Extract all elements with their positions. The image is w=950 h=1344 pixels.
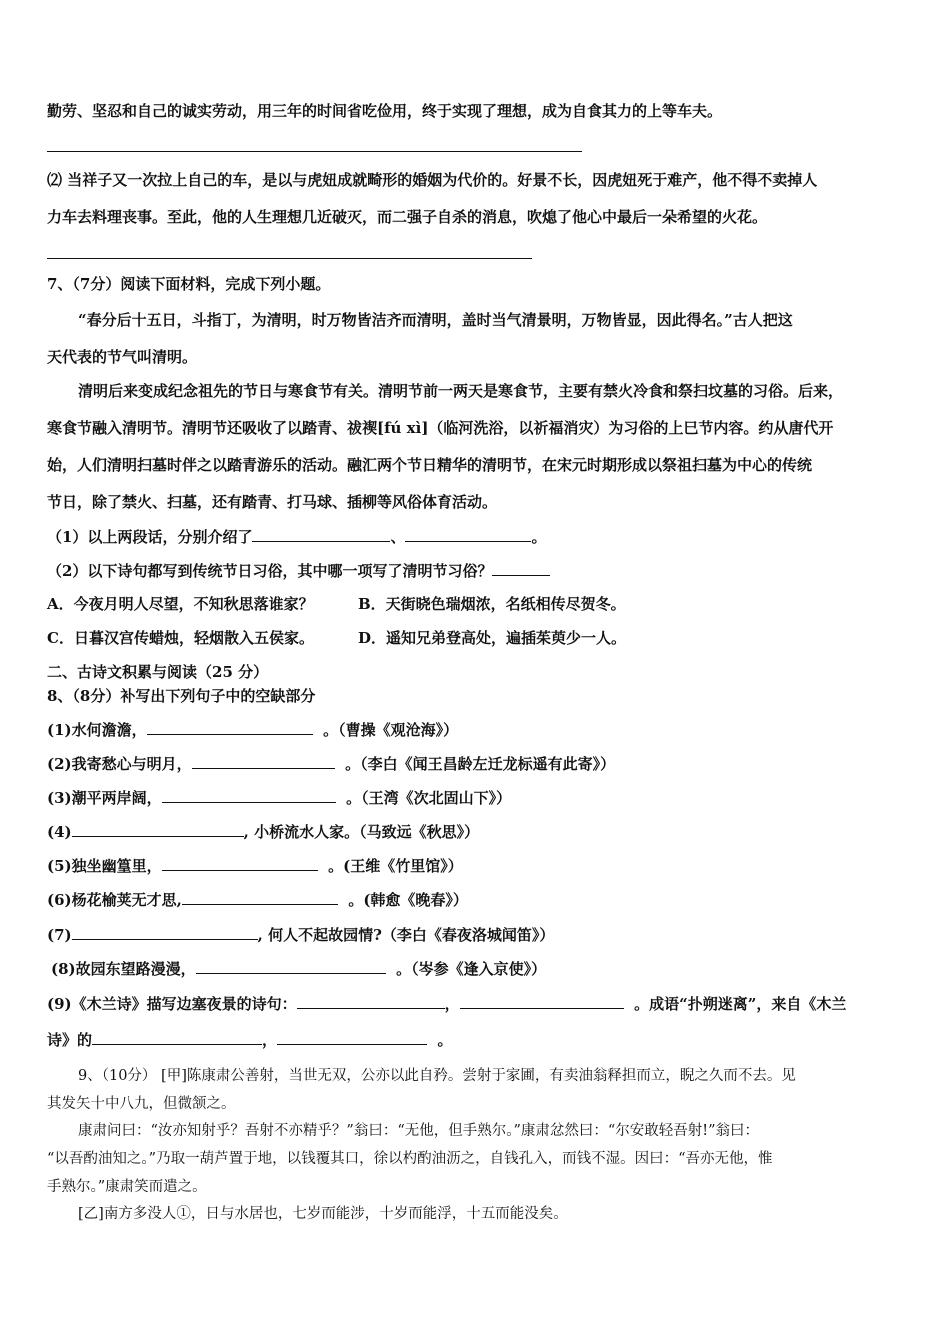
q8-item-3-prefix: (3)潮平两岸阔，	[47, 789, 162, 807]
answer-blank[interactable]	[252, 527, 390, 542]
q7-option-a[interactable]: A．今夜月明人尽望，不知秋思落谁家？	[47, 595, 314, 613]
answer-blank[interactable]	[162, 788, 336, 803]
q7-subquestion-1	[47, 527, 546, 547]
q7-s1-sep: 、	[390, 528, 406, 546]
answer-blank[interactable]	[147, 720, 313, 735]
q8-item-9-line-2	[47, 1030, 453, 1050]
q8-item-7	[47, 925, 554, 945]
q7-subquestion-2	[47, 561, 550, 581]
q7-option-c[interactable]: C．日暮汉宫传蜡烛，轻烟散入五侯家。	[47, 629, 314, 647]
q9-line-4: “以吾酌油知之。”乃取一葫芦置于地，以钱覆其口，徐以杓酌油沥之，自钱孔入，而钱不湿。因曰：“吾亦无他，惟	[47, 1151, 773, 1167]
q8-header: 8、（8分）补写出下列句子中的空缺部分	[47, 687, 316, 705]
q8-item-8-source: 。（岑参《逢入京使》）	[396, 960, 547, 978]
q8-item-6-prefix: (6)杨花榆荚无才思,	[47, 891, 182, 909]
answer-blank[interactable]	[460, 994, 624, 1009]
q8-item-9-prefix: (9)《木兰诗》描写边塞夜景的诗句：	[47, 995, 297, 1013]
q8-item-4-prefix: (4)	[47, 823, 72, 841]
answer-blank[interactable]	[72, 822, 244, 837]
q8-item-2-prefix: (2)我寄愁心与明月，	[47, 755, 192, 773]
q8-item-7-source: , 何人不起故园情?（李白《春夜洛城闻笛》）	[257, 926, 555, 944]
q8-item-1-source: 。（曹操《观沧海》）	[323, 721, 459, 739]
q7-p1-line-2: 天代表的节气叫清明。	[47, 348, 198, 366]
q8-item-8	[51, 959, 546, 979]
answer-blank[interactable]	[192, 754, 335, 769]
q8-item-9-line-2-prefix: 诗》的	[47, 1031, 93, 1049]
q8-item-9-sep: ，	[444, 995, 460, 1013]
q8-item-5-source: 。(王维《竹里馆》）	[328, 857, 463, 875]
q7-p2-line-1: 清明后来变成纪念祖先的节日与寒食节有关。清明节前一两天是寒食节，主要有禁火冷食和祭扫坟墓的习俗。后来，	[78, 382, 844, 400]
q9-line-6: [乙]南方多没人①，日与水居也，七岁而能涉，十岁而能浮，十五而能没矣。	[78, 1206, 568, 1222]
q7-s2-text: （2）以下诗句都写到传统节日习俗，其中哪一项写了清明节习俗？	[47, 562, 493, 580]
q7-p2-line-2: 寒食节融入清明节。清明节还吸收了以踏青、祓禊[fú xì]（临河洗浴，以祈福消灾）为习俗的上巳节内容。约从唐代开	[47, 419, 834, 437]
q8-item-2	[47, 754, 615, 774]
q7-header: 7、（7分）阅读下面材料，完成下列小题。	[47, 275, 331, 293]
section-title: 二、古诗文积累与阅读（25 分）	[47, 663, 269, 681]
q8-item-3	[47, 788, 511, 808]
q9-line-2: 其发矢十中八九，但微颔之。	[47, 1096, 236, 1112]
q8-item-9-line-2-end: 。	[437, 1031, 453, 1049]
q8-item-5	[47, 856, 463, 876]
q9-line-3: 康肃问曰：“汝亦知射乎？吾射不亦精乎？”翁曰：“无他，但手熟尔。”康肃忿然曰：“尔安敢轻吾射!”翁曰：	[78, 1123, 760, 1139]
q9-line-1: 9、（10分） [甲]陈康肃公善射，当世无双，公亦以此自矜。尝射于家圃，有卖油翁释担而立，睨之久而不去。见	[78, 1068, 796, 1084]
q7-p1-line-1: “春分后十五日，斗指丁，为清明，时万物皆洁齐而清明，盖时当气清景明，万物皆显，因此得名。”古人把这	[78, 311, 793, 329]
q7-p2-line-3: 始，人们清明扫墓时伴之以踏青游乐的活动。融汇两个节日精华的清明节，在宋元时期形成以祭祖扫墓为中心的传统	[47, 456, 813, 474]
q8-item-6-source: 。(韩愈《晚春》）	[348, 891, 468, 909]
q6-item2-line-1: ⑵ 当祥子又一次拉上自己的车，是以与虎妞成就畸形的婚姻为代价的。好景不长，因虎妞死于难产，他不得不卖掉人	[47, 171, 818, 189]
q8-item-2-source: 。（李白《闻王昌龄左迁龙标遥有此寄》）	[345, 755, 616, 773]
answer-blank[interactable]	[196, 959, 386, 974]
q8-item-9-line-2-sep: ，	[262, 1031, 278, 1049]
q8-item-4-source: , 小桥流水人家。（马致远《秋思》）	[243, 823, 480, 841]
answer-blank[interactable]	[297, 994, 445, 1009]
q8-item-1-prefix: (1)水何澹澹，	[47, 721, 147, 739]
answer-blank[interactable]	[492, 561, 550, 576]
q7-s1-prefix: （1）以上两段话，分别介绍了	[47, 528, 253, 546]
q7-option-d[interactable]: D．遥知兄弟登高处，遍插茱萸少一人。	[358, 629, 627, 647]
answer-blank[interactable]	[277, 1030, 427, 1045]
q6-item2-line-2: 力车去料理丧事。至此，他的人生理想几近破灭，而二强子自杀的消息，吹熄了他心中最后一朵希望的火花。	[47, 208, 768, 226]
q8-item-4	[47, 822, 479, 842]
answer-blank[interactable]	[72, 925, 258, 940]
q9-line-5: 手熟尔。”康肃笑而遣之。	[47, 1179, 207, 1195]
q7-option-b[interactable]: B．天街晓色瑞烟浓，名纸相传尽贺冬。	[358, 595, 626, 613]
q8-item-7-prefix: (7)	[47, 926, 72, 944]
answer-blank[interactable]	[92, 1030, 262, 1045]
q8-item-8-prefix: (8)故园东望路漫漫，	[51, 960, 196, 978]
q8-item-3-source: 。（王湾《次北固山下》）	[346, 789, 512, 807]
q8-item-9-line-1	[47, 994, 846, 1014]
answer-blank[interactable]	[405, 527, 531, 542]
q8-item-9-text: 。成语“扑朔迷离”，来自《木兰	[634, 995, 847, 1013]
answer-line[interactable]	[47, 151, 582, 152]
answer-blank[interactable]	[182, 890, 338, 905]
answer-blank[interactable]	[162, 856, 318, 871]
q7-p2-line-4: 节日，除了禁火、扫墓，还有踏青、打马球、插柳等风俗体育活动。	[47, 493, 498, 511]
q8-item-5-prefix: (5)独坐幽篁里，	[47, 857, 162, 875]
q8-item-6	[47, 890, 468, 910]
answer-line[interactable]	[47, 258, 532, 259]
q8-item-1	[47, 720, 458, 740]
q7-s1-end: 。	[531, 528, 547, 546]
q6-line-1: 勤劳、坚忍和自己的诚实劳动，用三年的时间省吃俭用，终于实现了理想，成为自食其力的上等车夫。	[47, 102, 723, 120]
